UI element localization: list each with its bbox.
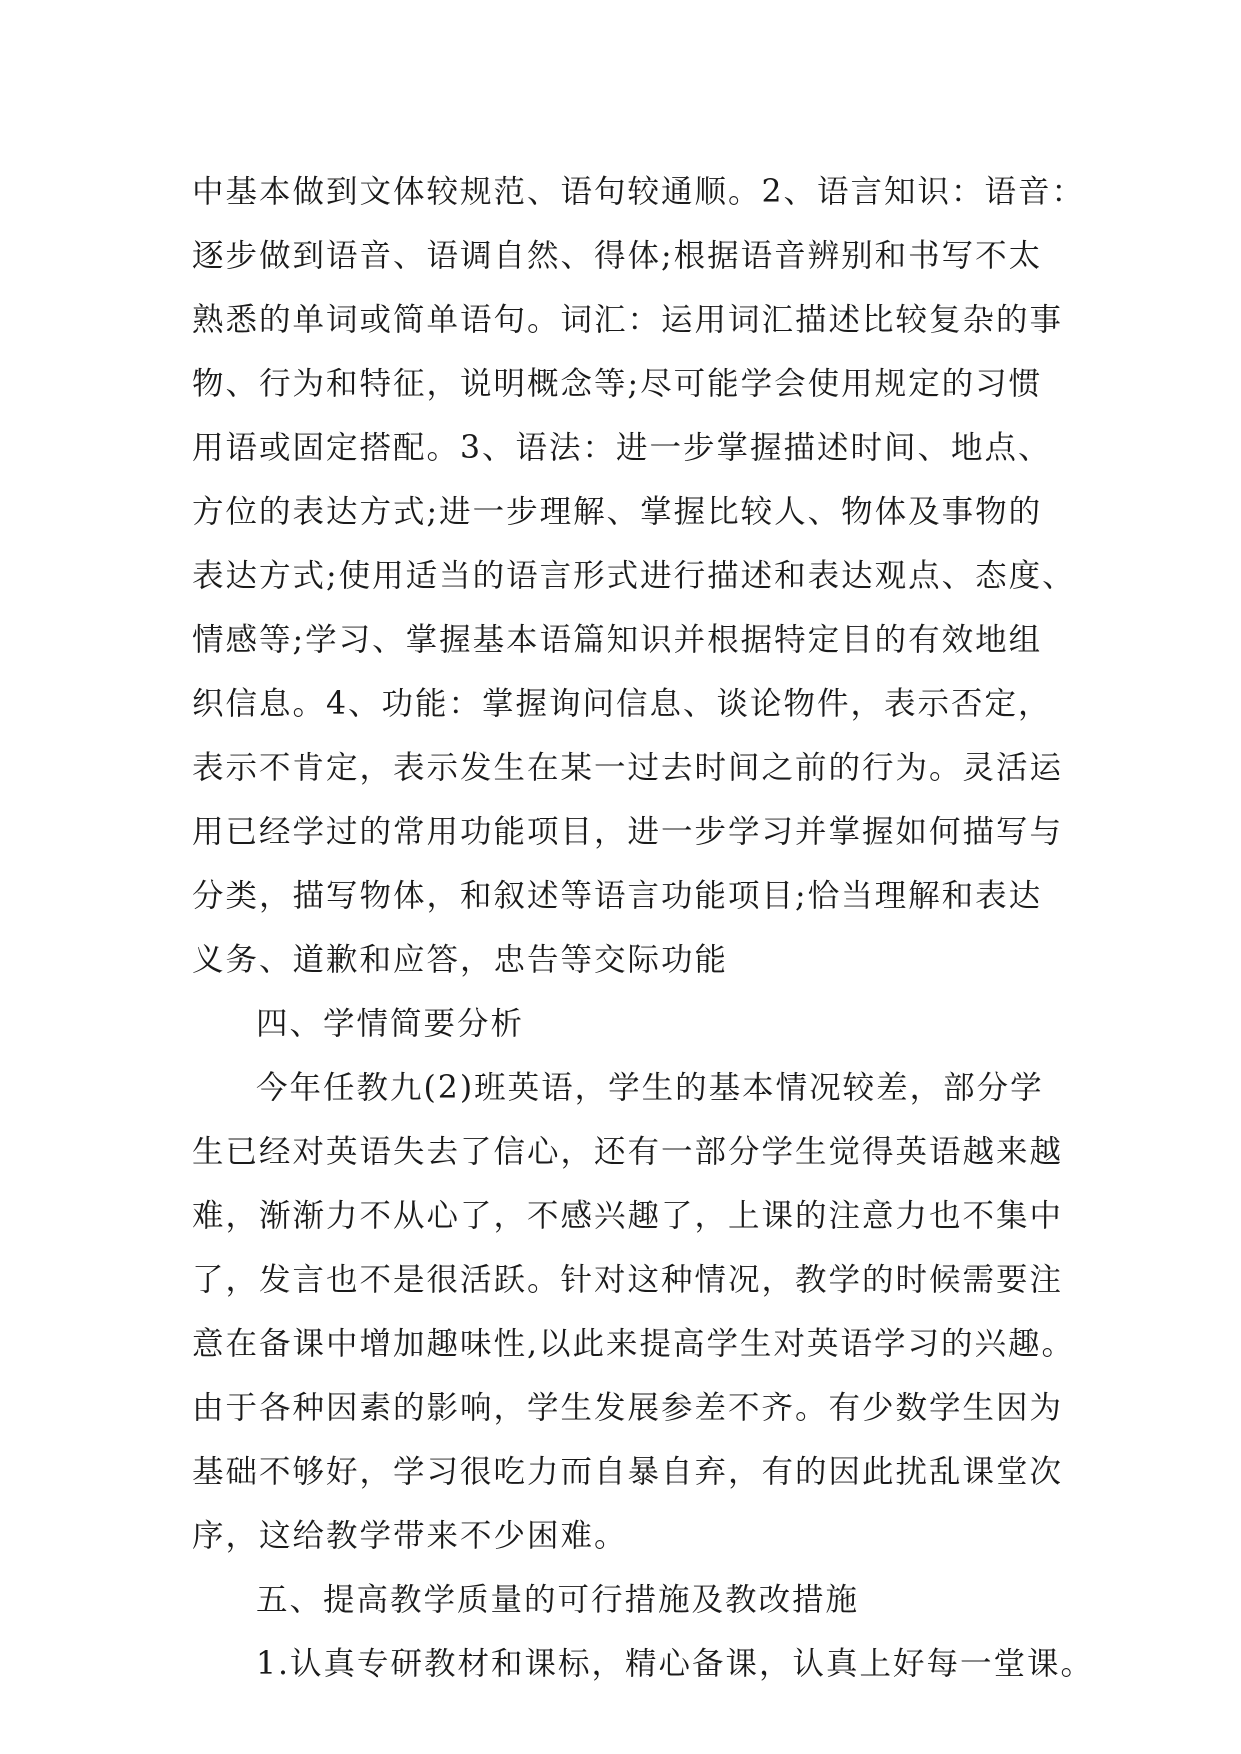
paragraph-first-line: 今年任教九(2)班英语，学生的基本情况较差，部分学	[256, 1070, 1044, 1106]
text-line: 用语或固定搭配。3、语法：进一步掌握描述时间、地点、	[192, 430, 1052, 466]
text-line: 意在备课中增加趣味性,以此来提高学生对英语学习的兴趣。	[192, 1326, 1076, 1362]
text-line: 由于各种因素的影响，学生发展参差不齐。有少数学生因为	[192, 1390, 1064, 1426]
text-line: 方位的表达方式;进一步理解、掌握比较人、物体及事物的	[192, 494, 1043, 530]
text-line: 情感等;学习、掌握基本语篇知识并根据特定目的有效地组	[192, 622, 1043, 658]
text-line: 物、行为和特征，说明概念等;尽可能学会使用规定的习惯	[192, 366, 1043, 402]
text-line: 分类，描写物体，和叙述等语言功能项目;恰当理解和表达	[192, 878, 1043, 914]
text-line: 用已经学过的常用功能项目，进一步学习并掌握如何描写与	[192, 814, 1064, 850]
section-heading-4: 四、学情简要分析	[256, 1006, 525, 1042]
list-item-1: 1.认真专研教材和课标，精心备课，认真上好每一堂课。	[256, 1646, 1095, 1682]
text-line: 中基本做到文体较规范、语句较通顺。2、语言知识：语音：	[192, 174, 1086, 210]
text-line: 基础不够好，学习很吃力而自暴自弃，有的因此扰乱课堂次	[192, 1454, 1064, 1490]
document-body	[192, 160, 1095, 1696]
text-line: 义务、道歉和应答，忠告等交际功能	[192, 942, 729, 978]
text-line: 了，发言也不是很活跃。针对这种情况，教学的时候需要注	[192, 1262, 1064, 1298]
text-line: 表达方式;使用适当的语言形式进行描述和表达观点、态度、	[192, 558, 1076, 594]
text-line: 表示不肯定，表示发生在某一过去时间之前的行为。灵活运	[192, 750, 1064, 786]
text-line: 序，这给教学带来不少困难。	[192, 1518, 628, 1554]
text-line: 逐步做到语音、语调自然、得体;根据语音辨别和书写不太	[192, 238, 1043, 274]
text-line: 难，渐渐力不从心了，不感兴趣了，上课的注意力也不集中	[192, 1198, 1064, 1234]
section-heading-5: 五、提高教学质量的可行措施及教改措施	[256, 1582, 860, 1618]
text-line: 织信息。4、功能：掌握询问信息、谈论物件，表示否定，	[192, 686, 1052, 722]
text-line: 生已经对英语失去了信心，还有一部分学生觉得英语越来越	[192, 1134, 1064, 1170]
text-line: 熟悉的单词或简单语句。词汇：运用词汇描述比较复杂的事	[192, 302, 1064, 338]
